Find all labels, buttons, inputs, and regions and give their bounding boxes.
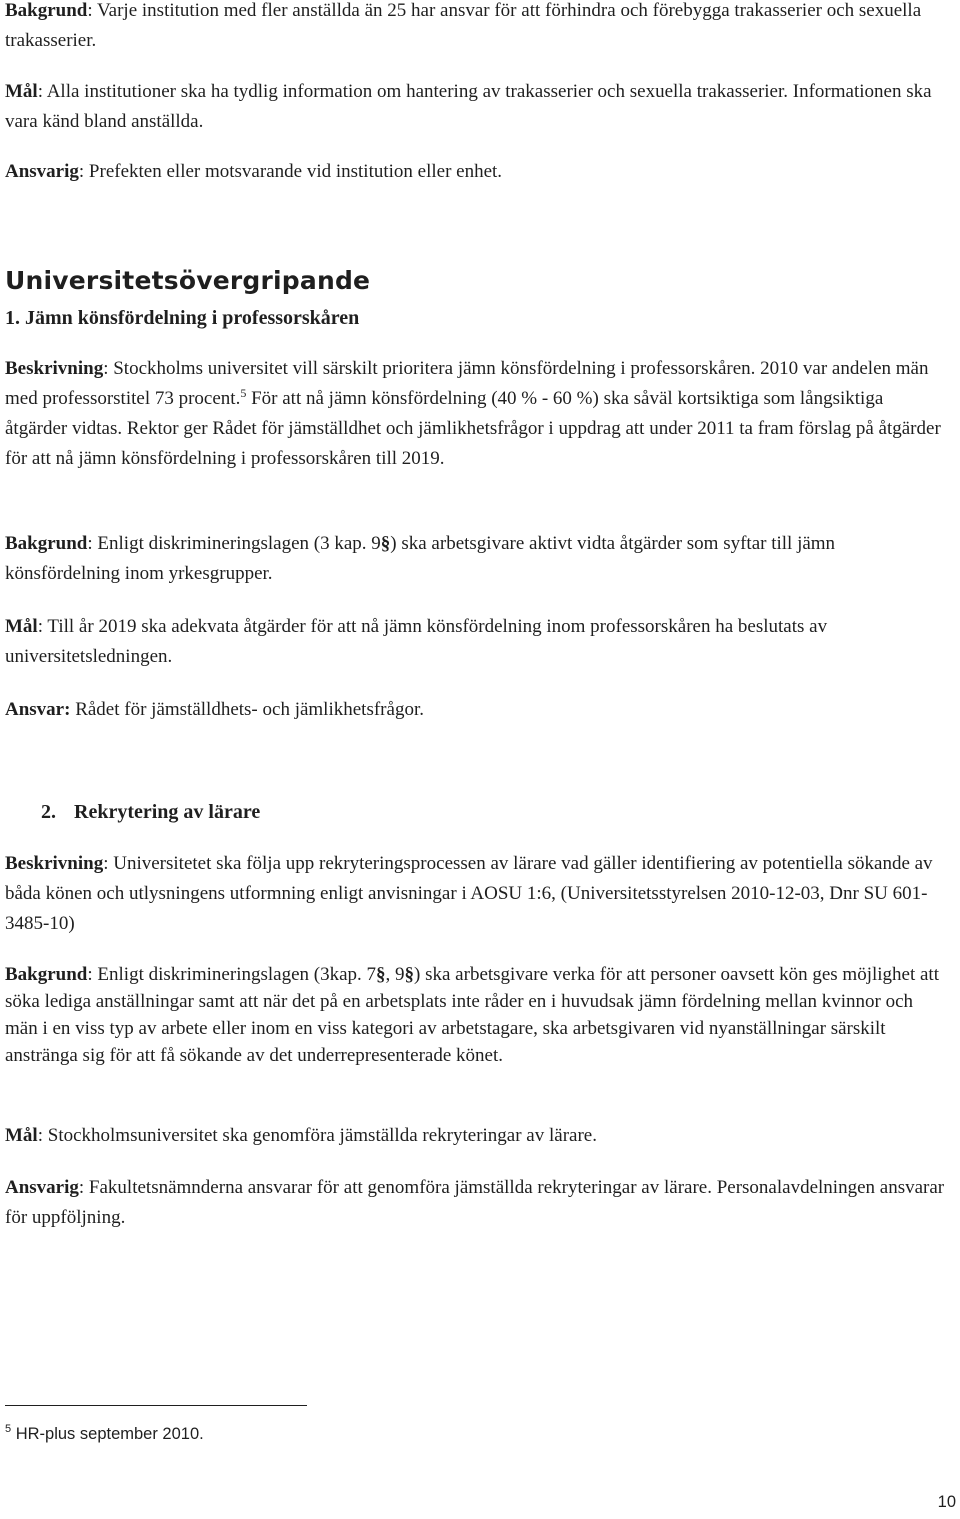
- ansvarig-text: : Prefekten eller motsvarande vid institution eller enhet.: [78, 161, 503, 182]
- bakgrund-text-b: ) ska arbetsgivare aktivt vidta åtgärder som syftar till jämn könsfördelning inom yrkesgrupper.: [5, 533, 836, 584]
- page-number: 10: [937, 1493, 956, 1511]
- beskrivning-label: Beskrivning: [5, 853, 104, 874]
- intro-bakgrund-paragraph: [5, 0, 950, 56]
- bakgrund-text: : Varje institution med fler anställda än 25 har ansvar för att förhindra och förebygga trakasserier och sexuella trakasserier.: [5, 0, 922, 51]
- intro-ansvarig-paragraph: [5, 157, 950, 187]
- intro-mal-paragraph: [5, 77, 950, 137]
- mal-text: : Alla institutioner ska ha tydlig information om hantering av trakasserier och sexuella trakasserier. Informationen ska vara känd bland anställda.: [5, 81, 932, 132]
- footnote-number: 5: [5, 1423, 12, 1435]
- beskrivning-label: Beskrivning: [5, 358, 104, 379]
- item1-beskrivning-paragraph: [5, 354, 950, 474]
- ansvar-text: Rådet för jämställdhets- och jämlikhetsfrågor.: [70, 699, 424, 720]
- footnote-text: HR-plus september 2010.: [11, 1425, 204, 1443]
- bakgrund-label: Bakgrund: [5, 964, 88, 985]
- footnote-divider: [5, 1405, 307, 1406]
- beskrivning-text: : Universitetet ska följa upp rekryteringsprocessen av lärare vad gäller identifiering av potentiella sökande av båda könen och utlysningens utformning enligt anvisningar i AOSU 1:6, (Universitetsstyrelsen 2010-12-03, Dnr SU 601-3485-10): [5, 853, 933, 934]
- item1-ansvar-paragraph: [5, 695, 950, 725]
- item2-bakgrund-paragraph: [5, 961, 950, 1069]
- bakgrund-label: Bakgrund: [5, 533, 88, 554]
- footnote-reference: 5: [240, 386, 247, 400]
- section-symbol: §: [404, 964, 415, 985]
- section-symbol: §: [376, 964, 386, 985]
- item2-ansvarig-paragraph: [5, 1173, 950, 1233]
- ansvar-label: Ansvar:: [5, 699, 71, 720]
- mal-label: Mål: [5, 616, 38, 637]
- bakgrund-text-c: ) ska arbetsgivare verka för att personer oavsett kön ges möjlighet att söka lediga anställningar samt att när det på en arbetsplats inte råder en i huvudsak jämn fördelning mellan kvinnor och män i en viss typ av arbete eller inom en viss kategori av arbetstagare, ska arbetsgivaren vid nyanställningar särskilt anstränga sig för att få sökande av det underrepresenterade könet.: [5, 964, 939, 1066]
- mal-text: : Till år 2019 ska adekvata åtgärder för att nå jämn könsfördelning inom professorskåren ha beslutats av universitetsledningen.: [5, 616, 828, 667]
- section-heading: Universitetsövergripande: [5, 266, 371, 295]
- bakgrund-text-a: : Enligt diskrimineringslagen (3 kap. 9: [87, 533, 381, 554]
- mal-text: : Stockholmsuniversitet ska genomföra jämställda rekryteringar av lärare.: [37, 1125, 597, 1146]
- item2-beskrivning-paragraph: [5, 849, 950, 939]
- mal-label: Mål: [5, 81, 38, 102]
- beskrivning-text-a: : Stockholms universitet vill särskilt prioritera jämn könsfördelning i professorskåren. 2010 var andelen män med professorstitel 73 procent.: [5, 358, 929, 409]
- footnote: [5, 1421, 204, 1447]
- item2-number: 2.: [41, 801, 56, 823]
- item1-title: 1. Jämn könsfördelning i professorskåren: [5, 307, 360, 329]
- bakgrund-label: Bakgrund: [5, 0, 88, 21]
- item1-mal-paragraph: [5, 612, 950, 672]
- bakgrund-text-a: : Enligt diskrimineringslagen (3kap. 7: [87, 964, 377, 985]
- item2-title: [41, 797, 941, 827]
- beskrivning-text-b: För att nå jämn könsfördelning (40 % - 60 %) ska såväl kortsiktiga som långsiktiga åtgärder vidtas. Rektor ger Rådet för jämställdhet och jämlikhetsfrågor i uppdrag att under 2011 ta fram förslag på åtgärder för att nå jämn könsfördelning i professorskåren till 2019.: [5, 388, 941, 469]
- section-symbol: §: [380, 533, 391, 554]
- mal-label: Mål: [5, 1125, 38, 1146]
- bakgrund-text-b: , 9: [385, 964, 405, 985]
- ansvarig-label: Ansvarig: [5, 1177, 79, 1198]
- item1-bakgrund-paragraph: [5, 529, 950, 589]
- item2-mal-paragraph: [5, 1121, 950, 1151]
- ansvarig-label: Ansvarig: [5, 161, 79, 182]
- ansvarig-text: : Fakultetsnämnderna ansvarar för att genomföra jämställda rekryteringar av lärare. Personalavdelningen ansvarar för uppföljning.: [5, 1177, 945, 1228]
- item2-title-text: Rekrytering av lärare: [74, 801, 261, 823]
